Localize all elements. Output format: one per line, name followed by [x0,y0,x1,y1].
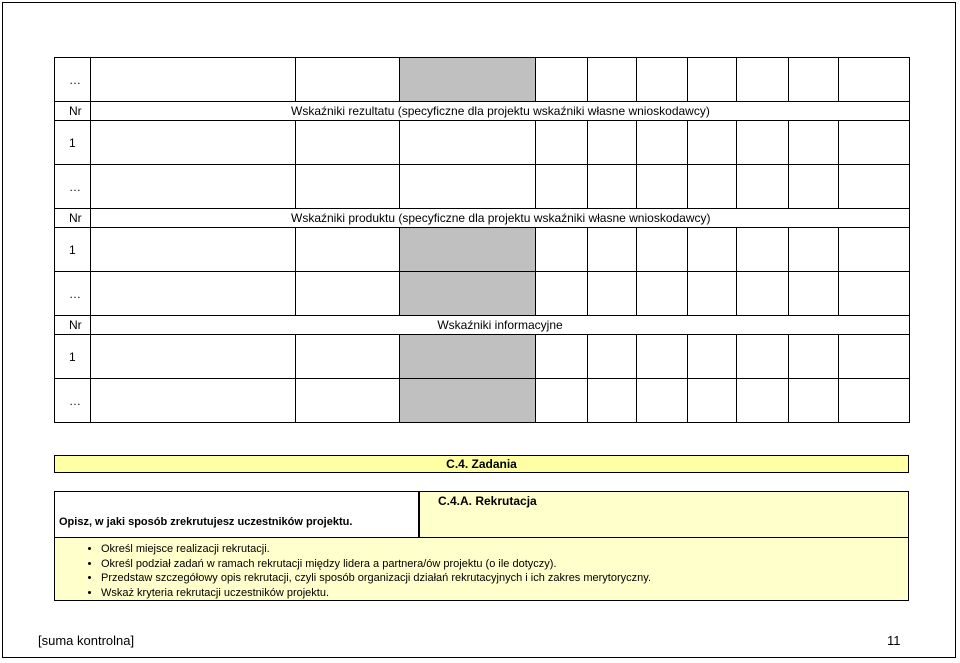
indicator-value-cell[interactable] [588,121,637,165]
indicator-value-cell[interactable] [839,58,910,102]
indicator-header-row [55,316,910,335]
indicator-value-cell[interactable] [588,165,637,209]
indicator-value-cell[interactable] [637,58,688,102]
indicator-value-cell[interactable] [839,228,910,272]
guideline-item: • Określ podział zadań w ramach rekrutacji między lidera a partnera/ów projektu (o ile dotyczy). [101,557,908,572]
indicator-value-cell[interactable] [688,228,737,272]
indicator-value-cell[interactable] [789,228,839,272]
checksum-label: [suma kontrolna] [38,633,135,648]
rekrutacja-title: C.4.A. Rekrutacja [438,494,537,508]
indicator-value-cell[interactable] [737,121,789,165]
indicator-value-cell[interactable] [588,272,637,316]
indicator-value-cell[interactable] [588,335,637,379]
indicator-row [55,165,910,209]
indicator-value-cell[interactable] [737,58,789,102]
indicator-value-cell[interactable] [400,335,536,379]
indicator-header-row [55,102,910,121]
rekrutacja-prompt: Opisz, w jaki sposób zrekrutujesz uczestników projektu. [59,516,353,528]
row-number-cell: … [55,379,91,423]
guideline-item: • Przedstaw szczegółowy opis rekrutacji, czyli sposób organizacji działań rekrutacyjnych i ich zakres merytoryczny. [101,571,908,586]
indicator-header-row [55,209,910,228]
indicator-row [55,379,910,423]
indicator-value-cell[interactable] [839,335,910,379]
indicator-value-cell[interactable] [789,165,839,209]
indicator-section-label: Wskaźniki rezultatu (specyficzne dla projektu wskaźniki własne wnioskodawcy) [91,102,910,121]
indicator-value-cell[interactable] [688,58,737,102]
indicator-value-cell[interactable] [637,379,688,423]
indicator-row [55,228,910,272]
indicator-value-cell[interactable] [588,58,637,102]
page-number: 11 [887,633,901,648]
indicator-value-cell[interactable] [688,335,737,379]
indicator-value-cell[interactable] [400,165,536,209]
row-number-cell: 1 [55,228,91,272]
row-number-cell: 1 [55,335,91,379]
indicator-value-cell[interactable] [789,58,839,102]
indicator-value-cell[interactable] [536,335,588,379]
row-number-cell: … [55,272,91,316]
indicator-row [55,272,910,316]
indicator-value-cell[interactable] [637,228,688,272]
indicator-value-cell[interactable] [839,379,910,423]
indicator-value-cell[interactable] [737,272,789,316]
indicator-value-cell[interactable] [400,228,536,272]
row-number-cell: … [55,165,91,209]
indicator-value-cell[interactable] [536,165,588,209]
indicator-value-cell[interactable] [536,121,588,165]
indicator-value-cell[interactable] [637,335,688,379]
row-number-cell: Nr [55,209,91,228]
rekrutacja-guidelines-list [55,542,908,600]
guideline-item: • Określ miejsce realizacji rekrutacji. [101,542,908,557]
indicator-value-cell[interactable] [789,379,839,423]
indicator-value-cell[interactable] [536,58,588,102]
rekrutacja-prompt-cell [54,491,419,538]
indicator-value-cell[interactable] [91,165,296,209]
indicator-value-cell[interactable] [789,335,839,379]
indicator-value-cell[interactable] [536,228,588,272]
indicator-value-cell[interactable] [400,272,536,316]
indicators-table [54,57,910,423]
indicator-value-cell[interactable] [91,379,296,423]
row-number-cell: Nr [55,316,91,335]
indicator-value-cell[interactable] [91,335,296,379]
indicator-row [55,335,910,379]
indicator-value-cell[interactable] [688,272,737,316]
indicator-value-cell[interactable] [688,379,737,423]
indicator-value-cell[interactable] [536,272,588,316]
indicator-row [55,58,910,102]
indicator-row [55,121,910,165]
indicator-value-cell[interactable] [296,379,400,423]
indicator-value-cell[interactable] [536,379,588,423]
indicator-value-cell[interactable] [296,165,400,209]
indicator-value-cell[interactable] [789,121,839,165]
indicator-value-cell[interactable] [737,165,789,209]
indicator-value-cell[interactable] [737,335,789,379]
indicator-value-cell[interactable] [91,228,296,272]
indicator-value-cell[interactable] [400,58,536,102]
indicator-value-cell[interactable] [91,272,296,316]
indicator-value-cell[interactable] [588,379,637,423]
row-number-cell: Nr [55,102,91,121]
indicator-value-cell[interactable] [637,165,688,209]
indicator-value-cell[interactable] [400,121,536,165]
indicator-value-cell[interactable] [296,228,400,272]
indicator-section-label: Wskaźniki produktu (specyficzne dla projektu wskaźniki własne wnioskodawcy) [91,209,910,228]
indicator-value-cell[interactable] [839,272,910,316]
indicator-value-cell[interactable] [688,165,737,209]
rekrutacja-title-cell [419,491,909,538]
guideline-item: • Wskaż kryteria rekrutacji uczestników projektu. [101,586,908,601]
indicator-value-cell[interactable] [839,121,910,165]
indicator-section-label: Wskaźniki informacyjne [91,316,910,335]
indicator-value-cell[interactable] [296,121,400,165]
indicator-value-cell[interactable] [91,121,296,165]
rekrutacja-guidelines-box [54,537,909,601]
indicator-value-cell[interactable] [296,272,400,316]
row-number-cell: 1 [55,121,91,165]
section-c4-zadania-bar [54,455,909,473]
indicator-value-cell[interactable] [737,228,789,272]
indicator-value-cell[interactable] [637,272,688,316]
indicator-value-cell[interactable] [839,165,910,209]
indicator-value-cell[interactable] [688,121,737,165]
indicator-value-cell[interactable] [737,379,789,423]
indicator-value-cell[interactable] [588,228,637,272]
indicator-value-cell[interactable] [296,58,400,102]
section-c4-title: C.4. Zadania [446,457,517,471]
indicator-value-cell[interactable] [296,335,400,379]
indicator-value-cell[interactable] [400,379,536,423]
indicator-value-cell[interactable] [637,121,688,165]
row-number-cell: … [55,58,91,102]
indicator-value-cell[interactable] [789,272,839,316]
indicator-value-cell[interactable] [91,58,296,102]
